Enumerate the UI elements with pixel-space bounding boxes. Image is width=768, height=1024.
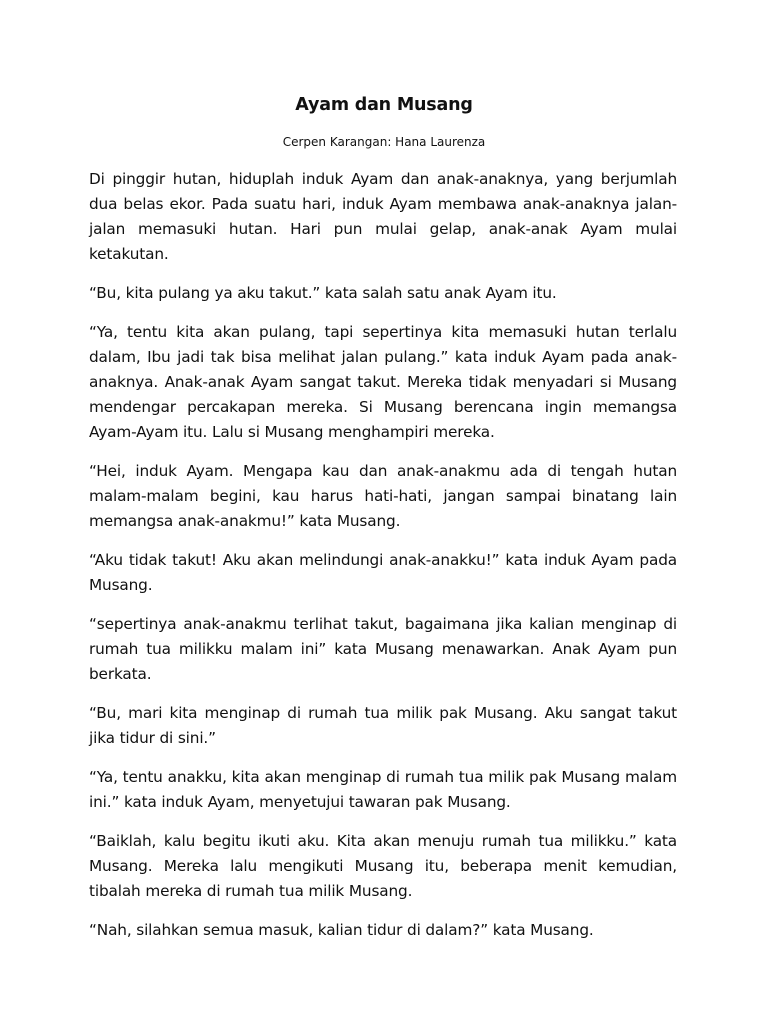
paragraph: “Hei, induk Ayam. Mengapa kau dan anak-anakmu ada di tengah hutan malam-malam begini, kau harus hati-hati, jangan sampai binatang lain memangsa anak-anakmu!” kata Musang. xyxy=(89,462,677,530)
paragraph: “Bu, kita pulang ya aku takut.” kata salah satu anak Ayam itu. xyxy=(89,284,557,302)
paragraph: Di pinggir hutan, hiduplah induk Ayam dan anak-anaknya, yang berjumlah dua belas ekor. Pada suatu hari, induk Ayam membawa anak-anaknya jalan-jalan memasuki hutan. Hari pun mulai gelap, anak-anak Ayam mulai ketakutan. xyxy=(89,170,677,263)
story-body xyxy=(89,167,677,957)
paragraph: “Aku tidak takut! Aku akan melindungi anak-anakku!” kata induk Ayam pada Musang. xyxy=(89,551,677,594)
paragraph: “Baiklah, kalu begitu ikuti aku. Kita akan menuju rumah tua milikku.” kata Musang. Mereka lalu mengikuti Musang itu, beberapa menit kemudian, tibalah mereka di rumah tua milik Musang. xyxy=(89,832,677,900)
paragraph: “sepertinya anak-anakmu terlihat takut, bagaimana jika kalian menginap di rumah tua milikku malam ini” kata Musang menawarkan. Anak Ayam pun berkata. xyxy=(89,615,677,683)
paragraph: “Ya, tentu kita akan pulang, tapi sepertinya kita memasuki hutan terlalu dalam, Ibu jadi tak bisa melihat jalan pulang.” kata induk Ayam pada anak-anaknya. Anak-anak Ayam sangat takut. Mereka tidak menyadari si Musang mendengar percakapan mereka. Si Musang berencana ingin memangsa Ayam-Ayam itu. Lalu si Musang menghampiri mereka. xyxy=(89,323,677,441)
story-author-line: Cerpen Karangan: Hana Laurenza xyxy=(282,135,486,149)
paragraph: “Nah, silahkan semua masuk, kalian tidur di dalam?” kata Musang. xyxy=(89,921,594,939)
story-title: Ayam dan Musang xyxy=(295,95,473,115)
paragraph: “Bu, mari kita menginap di rumah tua milik pak Musang. Aku sangat takut jika tidur di sini.” xyxy=(89,704,677,747)
paragraph: “Ya, tentu anakku, kita akan menginap di rumah tua milik pak Musang malam ini.” kata induk Ayam, menyetujui tawaran pak Musang. xyxy=(89,768,677,811)
